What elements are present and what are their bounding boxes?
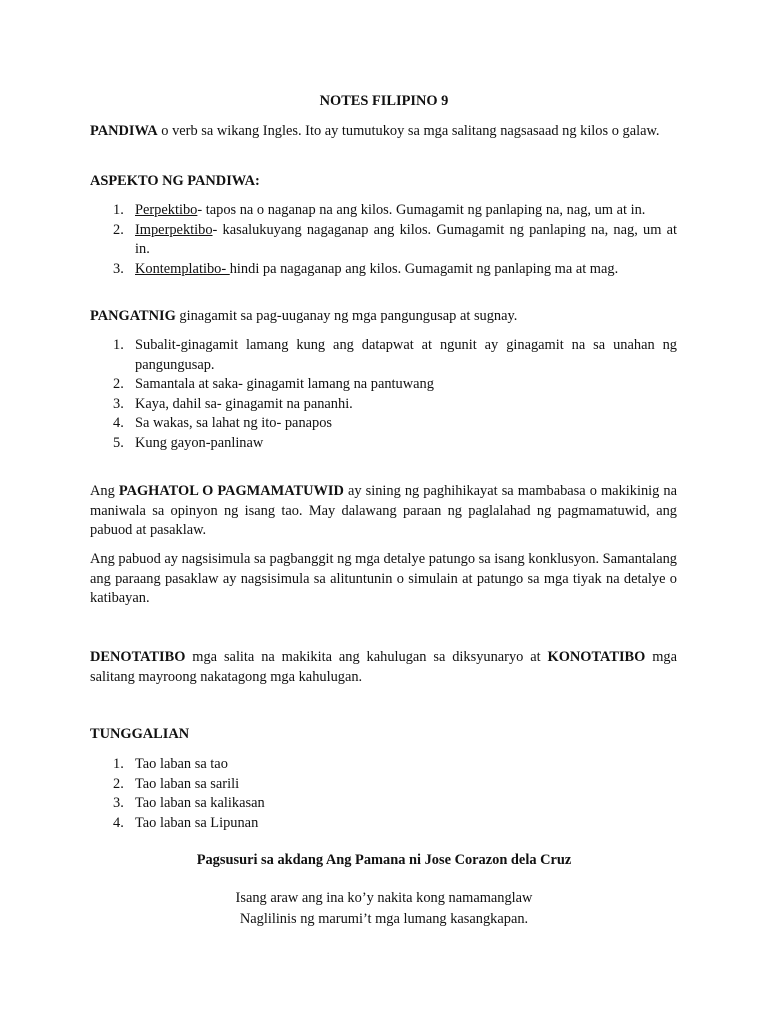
denotatibo-paragraph (90, 648, 677, 687)
list-item-text: Tao laban sa Lipunan (135, 814, 259, 831)
list-item-text: Kung gayon-panlinaw (135, 434, 264, 451)
pabuod-paragraph: Ang pabuod ay nagsisimula sa pagbanggit ng mga detalye patungo sa isang konklusyon. Samantalang ang paraang pasaklaw ay nagsisimula sa alituntunin o simulain at patungo sa mga tiyak na detalye o katibayan. (90, 551, 677, 606)
list-item-text: Tao laban sa kalikasan (135, 795, 265, 811)
list-item (90, 221, 677, 260)
list-number: 2. (113, 221, 124, 238)
list-item (90, 434, 677, 454)
pagsusuri-heading: Pagsusuri sa akdang Ang Pamana ni Jose Corazon dela Cruz (196, 852, 572, 868)
list-item-text: Sa wakas, sa lahat ng ito- panapos (135, 415, 333, 431)
pangatnig-term: PANGATNIG (90, 308, 176, 324)
konotatibo-term: KONOTATIBO (547, 649, 646, 665)
poem-line: Isang araw ang ina ko’y nakita kong namamanglaw (235, 890, 533, 906)
list-number: 4. (113, 415, 124, 431)
aspekto-heading: ASPEKTO NG PANDIWA: (90, 173, 260, 189)
aspekto-list (90, 201, 677, 279)
list-number: 2. (113, 775, 124, 792)
list-item (90, 414, 677, 434)
list-number: 1. (113, 756, 124, 772)
list-item-text: Tao laban sa tao (135, 756, 228, 772)
list-item-text: Tao laban sa sarili (135, 775, 240, 792)
pangatnig-list (90, 336, 677, 453)
tunggalian-list (90, 755, 677, 833)
list-item (90, 375, 677, 395)
list-item (90, 755, 677, 775)
paghatol-paragraph (90, 482, 677, 541)
list-item-text: Subalit-ginagamit lamang kung ang datapwat at ngunit ay ginagamit na sa unahan ng pangungusap. (135, 337, 677, 373)
paghatol-term: PAGHATOL O PAGMAMATUWID (118, 483, 344, 499)
list-item (90, 395, 677, 415)
list-number: 4. (113, 814, 124, 831)
pandiwa-term: PANDIWA (90, 123, 158, 139)
list-number: 3. (113, 260, 124, 277)
list-number: 5. (113, 434, 124, 451)
list-item (90, 814, 677, 834)
denotatibo-term: DENOTATIBO (90, 649, 186, 665)
konotatibo-text: mga salitang mayroong nakatagong mga kahulugan. (90, 649, 677, 685)
aspect-text: hindi pa nagaganap ang kilos. Gumagamit ng panlaping ma at mag. (229, 260, 619, 277)
tunggalian-heading: TUNGGALIAN (90, 726, 190, 742)
aspect-term: Perpektibo (135, 202, 198, 218)
list-item (90, 201, 677, 221)
denotatibo-text: mga salita na makikita ang kahulugan sa diksyunaryo at (185, 649, 548, 665)
list-item-text: Kaya, dahil sa- ginagamit na pananhi. (135, 395, 353, 412)
document-title: NOTES FILIPINO 9 (319, 93, 449, 109)
poem-line: Naglilinis ng marumi’t mga lumang kasangkapan. (239, 911, 529, 927)
list-number: 1. (113, 202, 124, 218)
list-number: 1. (113, 337, 124, 353)
list-item (90, 336, 677, 375)
paghatol-pre: Ang (90, 483, 119, 499)
list-item (90, 260, 677, 280)
paghatol-text: ay sining ng paghihikayat sa mambabasa o makikinig na maniwala sa opinyon ng isang tao. May dalawang paraan ng paglalahad ng pagmamatuwid, ang pabuod at pasaklaw. (90, 483, 677, 538)
aspect-term: Imperpektibo (135, 221, 213, 238)
list-item (90, 775, 677, 795)
pangatnig-paragraph (90, 307, 677, 327)
aspect-term: Kontemplatibo- (135, 260, 230, 277)
poem-excerpt (0, 889, 768, 931)
pandiwa-paragraph (90, 122, 677, 142)
list-number: 3. (113, 795, 124, 811)
pandiwa-text: o verb sa wikang Ingles. Ito ay tumutukoy sa mga salitang nagsasaad ng kilos o galaw. (157, 123, 660, 139)
list-item (90, 794, 677, 814)
aspect-text: - kasalukuyang nagaganap ang kilos. Gumagamit ng panlaping na, nag, um at in. (135, 221, 677, 257)
list-item-text: Samantala at saka- ginagamit lamang na pantuwang (135, 376, 434, 392)
list-number: 3. (113, 395, 124, 412)
list-number: 2. (113, 376, 124, 392)
aspect-text: - tapos na o naganap na ang kilos. Gumagamit ng panlaping na, nag, um at in. (197, 202, 646, 218)
pangatnig-text: ginagamit sa pag-uuganay ng mga pangungusap at sugnay. (175, 308, 518, 324)
